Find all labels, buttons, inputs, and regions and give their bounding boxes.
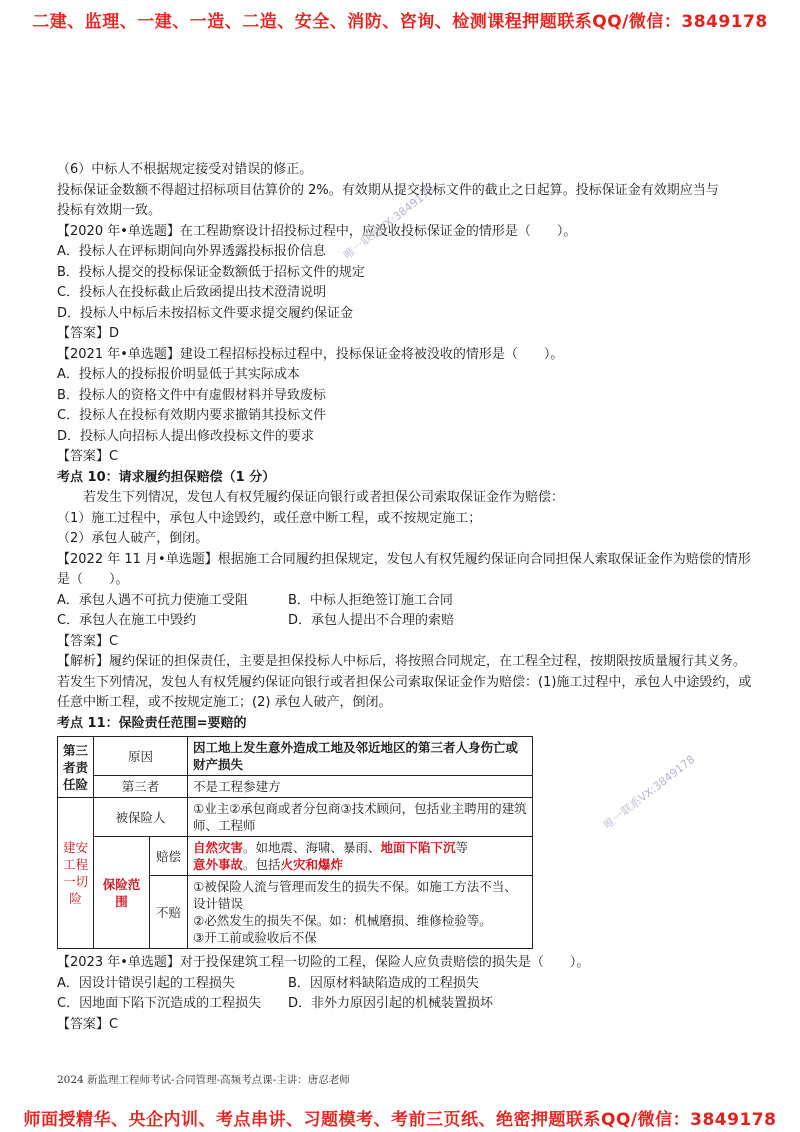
exclusion-item: ①被保险人流与管理而发生的损失不保。如施工方法不当、设计错误 (193, 879, 517, 911)
option-b: B．因原材料缺陷造成的工程损失 (288, 975, 479, 991)
compensate-value (188, 837, 533, 876)
section-heading-kp11: 考点 11：保险责任范围=要赔的 (57, 715, 247, 731)
watermark: 唯一联系VX:3849178 (601, 752, 698, 832)
text-line: （2）承包人破产，倒闭。 (57, 531, 209, 546)
analysis: 【解析】履约保证的担保责任，主要是担保投标人中标后，将按照合同规定，在工程全过程，按期限按质量履行其义务。若发生下列情况，发包人有权凭履约保证向银行或者担保公司索取保证金作为赔偿：(1)施工过程中，承包人中途毁约，或任意中断工程，或不按规定施工；(2) 承包人破产，倒闭。 (57, 654, 752, 710)
option-d: D．非外力原因引起的机械装置损坏 (288, 996, 494, 1011)
text-line: （1）施工过程中，承包人中途毁约，或任意中断工程，或不按规定施工； (57, 510, 482, 526)
option-a: A．承包人遇不可抗力使施工受阻 (57, 592, 248, 608)
exclusion-item: ②必然发生的损失不保。如：机械磨损、维修检验等。 (193, 913, 492, 928)
third-party-row-label: 第三者 (94, 776, 188, 798)
option-b: B．投标人的资格文件中有虚假材料并导致废标 (57, 387, 326, 403)
fire-explosion: 火灾和爆炸 (280, 857, 344, 872)
text: 。如地震、海啸、暴雨、 (243, 840, 381, 855)
option-c: C．投标人在投标截止后致函提出技术澄清说明 (57, 285, 327, 300)
text-line: （6）中标人不根据规定接受对错误的修正。 (57, 162, 313, 177)
option-row (57, 994, 757, 1015)
insured-value: ①业主②承包商或者分包商③技术顾问，包括业主聘用的建筑师、工程师 (188, 798, 533, 837)
no-compensate-value (188, 876, 533, 949)
reason-label: 原因 (94, 737, 188, 776)
option-d: D．投标人向招标人提出修改投标文件的要求 (57, 428, 315, 444)
subsidence: 地面下陷下沉 (380, 840, 456, 855)
top-banner: 二建、监理、一建、一造、二造、安全、消防、咨询、检测课程押题联系QQ/微信：3849178 (32, 12, 768, 32)
option-row (57, 591, 757, 612)
natural-disaster: 自然灾害 (193, 840, 244, 855)
answer: 【答案】C (57, 633, 119, 649)
third-party-label: 第三者责任险 (58, 737, 94, 798)
question-2023: 【2023 年•单选题】对于投保建筑工程一切险的工程，保险人应负责赔偿的损失是（ ）。 (57, 955, 590, 970)
third-party-value: 不是工程参建方 (188, 776, 533, 798)
accident: 意外事故 (193, 857, 244, 872)
footer-note: 2024 新监理工程师考试-合同管理-高频考点课-主讲：唐忍老师 (57, 1074, 350, 1086)
option-row (57, 611, 757, 632)
option-c: C．承包人在施工中毁约 (57, 613, 197, 628)
answer: 【答案】C (57, 449, 119, 464)
scope-label: 保险范围 (94, 837, 150, 949)
all-risk-label: 建安工程一切险 (58, 798, 94, 949)
text-line: 投标有效期一致。 (57, 203, 162, 218)
watermark: 唯一联系VX:3849178 (341, 182, 438, 262)
option-d: D．投标人中标后未按招标文件要求提交履约保证金 (57, 305, 354, 321)
option-c: C．因地面下陷下沉造成的工程损失 (57, 996, 262, 1011)
answer: 【答案】C (57, 1016, 119, 1032)
document-body (57, 160, 757, 1035)
no-compensate-label: 不赔 (150, 876, 188, 949)
insurance-table (57, 736, 533, 949)
exclusion-item: ③开工前或验收后不保 (193, 930, 317, 945)
option-d: D．承包人提出不合理的索赔 (288, 613, 455, 628)
option-a: A．投标人在评标期间向外界透露投标报价信息 (57, 244, 326, 259)
text-line: 投标保证金数额不得超过招标项目估算价的 2%。有效期从提交投标文件的截止之日起算。投标保证金有效期应当与 (57, 182, 719, 198)
option-b: B．中标人拒绝签订施工合同 (288, 592, 453, 608)
question-2020: 【2020 年•单选题】在工程勘察设计招投标过程中，应没收投标保证金的情形是（ ）。 (57, 223, 577, 239)
insured-label: 被保险人 (94, 798, 188, 837)
text-line: 若发生下列情况，发包人有权凭履约保证向银行或者担保公司索取保证金作为赔偿： (83, 490, 565, 505)
reason-value: 因工地上发生意外造成工地及邻近地区的第三者人身伤亡或财产损失 (188, 737, 533, 776)
section-heading-kp10: 考点 10：请求履约担保赔偿（1 分） (57, 469, 276, 485)
option-b: B．投标人提交的投标保证金数额低于招标文件的规定 (57, 264, 365, 280)
text: 。包括 (243, 857, 281, 872)
compensate-label: 赔偿 (150, 837, 188, 876)
answer: 【答案】D (57, 326, 120, 341)
option-a: A．投标人的投标报价明显低于其实际成本 (57, 367, 300, 382)
bottom-banner: 师面授精华、央企内训、考点串讲、习题模考、考前三页纸、绝密押题联系QQ/微信：3849178 (23, 1110, 777, 1130)
text: 等 (455, 840, 469, 855)
question-2021: 【2021 年•单选题】建设工程招标投标过程中，投标保证金将被没收的情形是（ ）。 (57, 346, 564, 362)
option-a: A．因设计错误引起的工程损失 (57, 975, 235, 991)
option-row (57, 974, 757, 995)
question-2022: 【2022 年 11 月•单选题】根据施工合同履约担保规定，发包人有权凭履约保证向合同担保人索取保证金作为赔偿的情形是（ ）。 (57, 551, 751, 587)
option-c: C．投标人在投标有效期内要求撤销其投标文件 (57, 408, 327, 423)
